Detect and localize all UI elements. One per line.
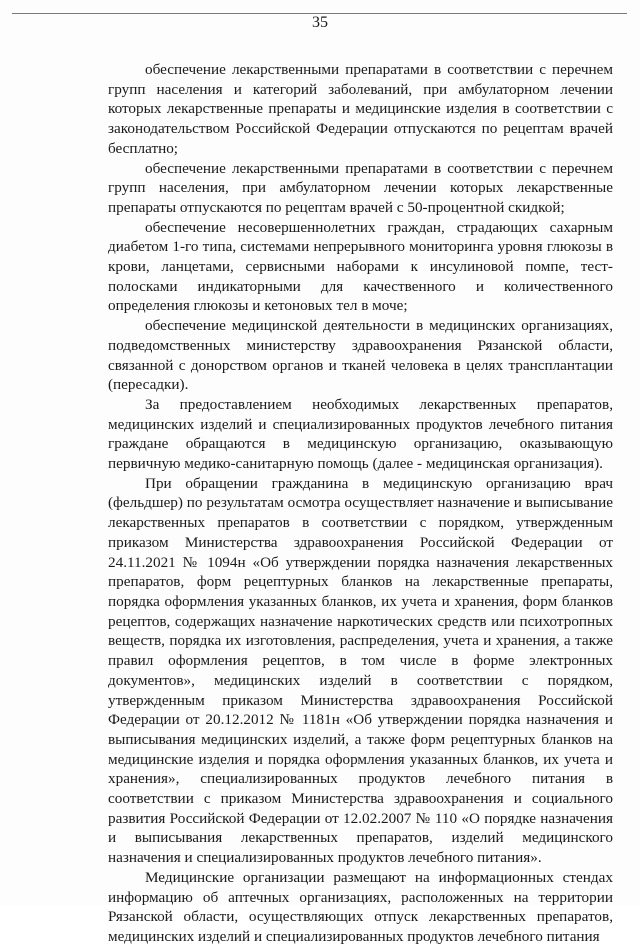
paragraph-discount-medicines: обеспечение лекарственными препаратами в соответствии с перечнем групп населения, при амбулаторном лечении которых лекарственные препараты отпускаются по рецептам врачей с 50-процентной скидкой; (108, 159, 613, 216)
paragraph-free-medicines: обеспечение лекарственными препаратами в соответствии с перечнем групп населения и категорий заболеваний, при амбулаторном лечении которых лекарственные препараты и медицинские изделия в соответствии с законодательством Российской Федерации отпускаются по рецептам врачей бесплатно; (108, 61, 613, 157)
paragraph-information-stands: Медицинские организации размещают на информационных стендах информацию об аптечных организациях, расположенных на территории Рязанской области, осуществляющих отпуск лекарственных препаратов, медицинских изделий и специализированных продуктов лечебного питания (108, 868, 613, 945)
document-body (108, 60, 613, 947)
paragraph-where-to-apply: За предоставлением необходимых лекарственных препаратов, медицинских изделий и специализированных продуктов лечебного питания граждане обращаются в медицинскую организацию, оказывающую первичную медико-санитарную помощь (далее - медицинская организация). (108, 395, 613, 473)
paragraph-prescription-procedure: При обращении гражданина в медицинскую организацию врач (фельдшер) по результатам осмотра осуществляет назначение и выписывание лекарственных препаратов в соответствии с порядком, утвержденным приказом Министерства здравоохранения Российской Федерации от 24.11.2021 № 1094н «Об утверждении порядка назначения лекарственных препаратов, форм рецептурных бланков на лекарственные препараты, порядка оформления указанных бланков, их учета и хранения, форм бланков рецептов, содержащих назначение наркотических средств или психотропных веществ, порядка их изготовления, распределения, учета и хранения, а также правил оформления рецептов, в том числе в форме электронных документов», медицинских изделий в соответствии с порядком, утвержденным приказом Министерства здравоохранения Российской Федерации от 20.12.2012 № 1181н «Об утверждении порядка назначения и выписывания медицинских изделий, а также форм рецептурных бланков на медицинские изделия и порядка оформления указанных бланков, их учета и хранения», специализированных продуктов лечебного питания в соответствии с приказом Министерства здравоохранения и социального развития Российской Федерации от 12.02.2007 № 110 «О порядке назначения и выписывания лекарственных препаратов, изделий медицинского назначения и специализированных продуктов лечебного питания». (108, 474, 613, 867)
page-number: 35 (312, 14, 328, 31)
paragraph-diabetes-supplies: обеспечение несовершеннолетних граждан, страдающих сахарным диабетом 1-го типа, системами непрерывного мониторинга уровня глюкозы в крови, ланцетами, сервисными наборами к инсулиновой помпе, тест-полосками индикаторными для качественного и количественного определения глюкозы и кетоновых тел в моче; (108, 218, 613, 315)
paragraph-transplantation: обеспечение медицинской деятельности в медицинских организациях, подведомственных министерству здравоохранения Рязанской области, связанной с донорством органов и тканей человека в целях трансплантации (пересадки). (108, 317, 613, 394)
